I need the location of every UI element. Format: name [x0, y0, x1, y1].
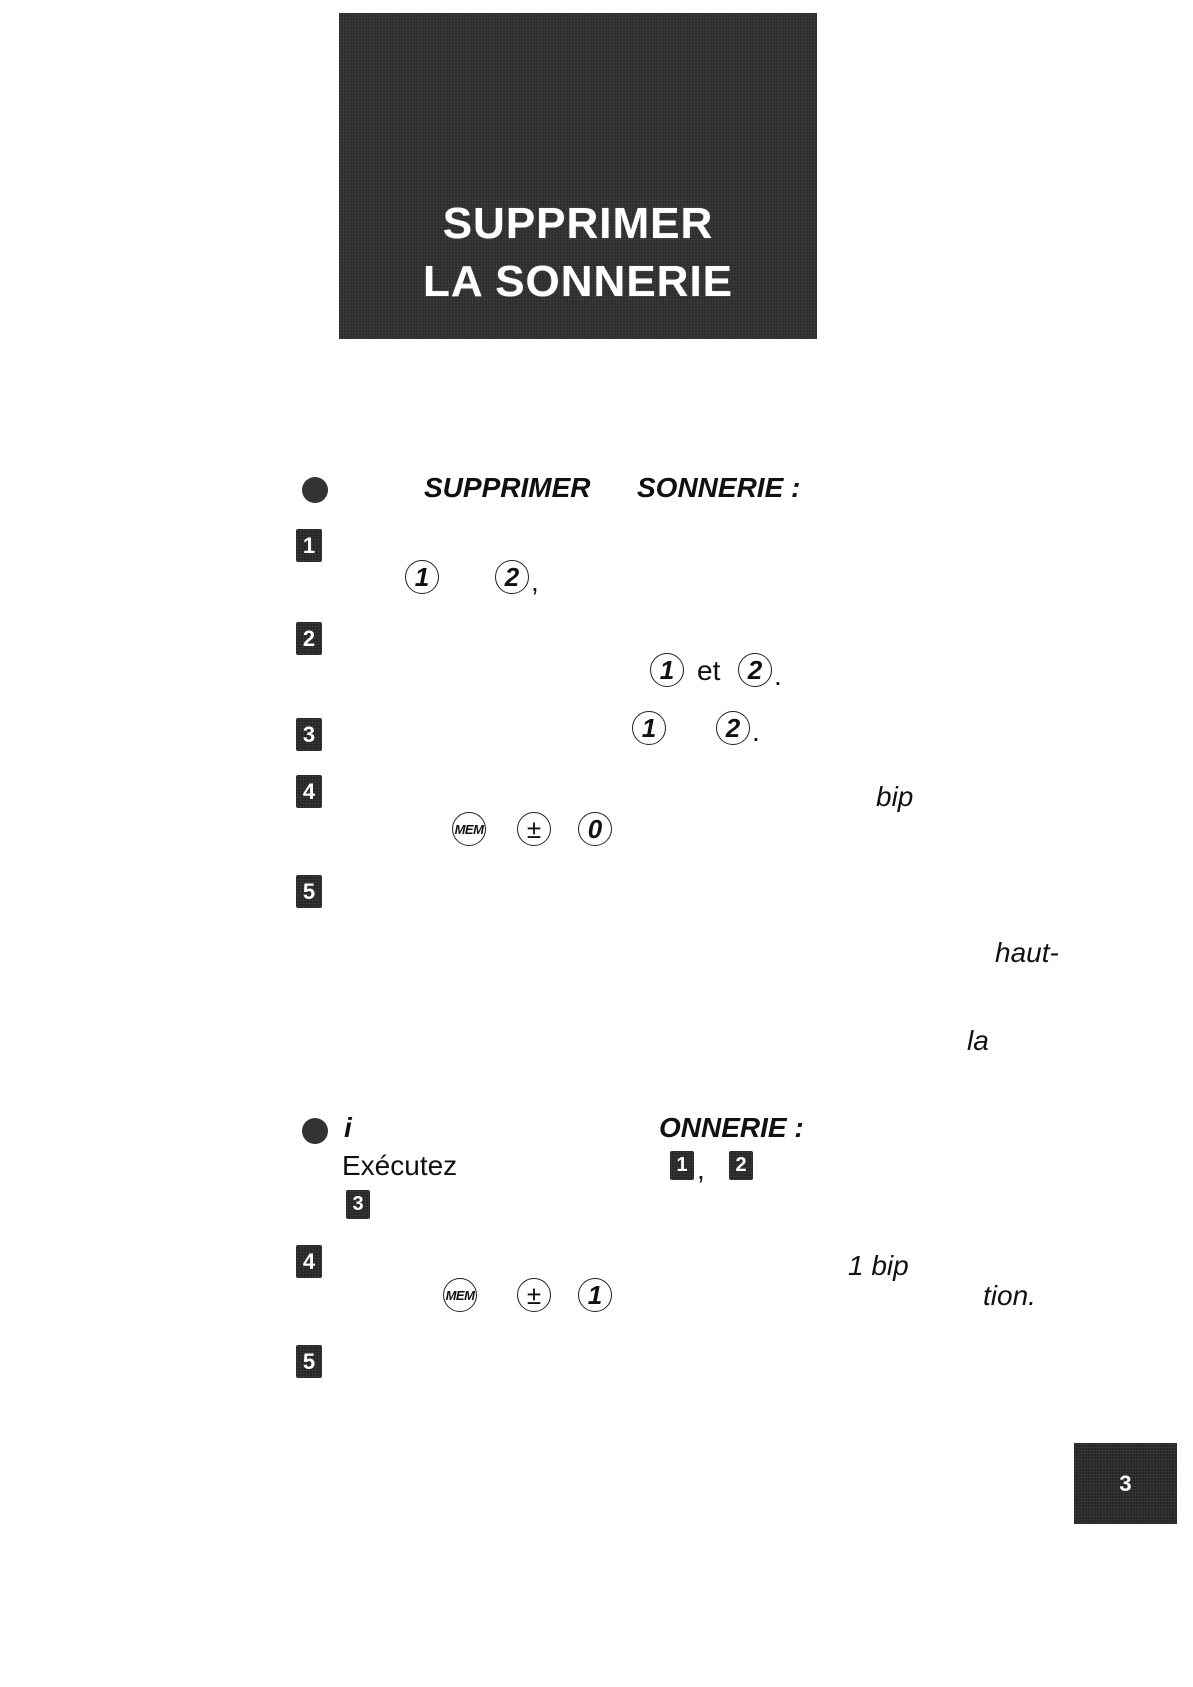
step-number-3: 3: [296, 718, 322, 751]
period: .: [774, 660, 782, 691]
bullet-icon: [302, 477, 328, 503]
period: .: [752, 716, 760, 747]
key-1-icon: 1: [632, 711, 666, 745]
step-number-1: 1: [296, 529, 322, 562]
key-2-icon: 2: [738, 653, 772, 687]
key-1-icon: 1: [578, 1278, 612, 1312]
section1-heading-b: SONNERIE :: [637, 472, 801, 503]
word-haut: haut-: [995, 937, 1059, 968]
page-number: 3: [1119, 1470, 1132, 1496]
bullet-icon: [302, 1118, 328, 1144]
mem-key-icon: MEM: [452, 812, 486, 846]
page-number-box: [1074, 1443, 1177, 1524]
key-2-icon: 2: [716, 711, 750, 745]
key-1-icon: 1: [650, 653, 684, 687]
key-0-icon: 0: [578, 812, 612, 846]
plus-minus-key-icon: ±: [517, 1278, 551, 1312]
execute-text: Exécutez: [342, 1150, 458, 1181]
step-number-4: 4: [296, 1245, 322, 1278]
bip-label: 1 bip: [848, 1250, 909, 1281]
key-1-icon: 1: [405, 560, 439, 594]
step-number-5: 5: [296, 875, 322, 908]
key-2-icon: 2: [495, 560, 529, 594]
title-banner: [339, 13, 817, 339]
title-line-2: LA SONNERIE: [422, 257, 734, 306]
title-line-1: SUPPRIMER: [442, 199, 714, 248]
step-ref-3: 3: [346, 1190, 370, 1219]
word-tion: tion.: [983, 1280, 1036, 1311]
section2-heading-b: ONNERIE :: [659, 1112, 804, 1143]
separator-comma: ,: [531, 566, 539, 597]
plus-minus-key-icon: ±: [517, 812, 551, 846]
mem-key-icon: MEM: [443, 1278, 477, 1312]
step-number-2: 2: [296, 622, 322, 655]
conjunction-et: et: [697, 655, 721, 686]
bip-label: bip: [876, 781, 914, 812]
step-ref-1: 1: [670, 1151, 694, 1180]
step-ref-2: 2: [729, 1151, 753, 1180]
step-number-5: 5: [296, 1345, 322, 1378]
separator-comma: ,: [697, 1154, 705, 1185]
step-number-4: 4: [296, 775, 322, 808]
section1-heading-a: SUPPRIMER: [424, 472, 591, 503]
word-la: la: [967, 1025, 989, 1056]
section2-heading-a: i: [344, 1112, 352, 1143]
